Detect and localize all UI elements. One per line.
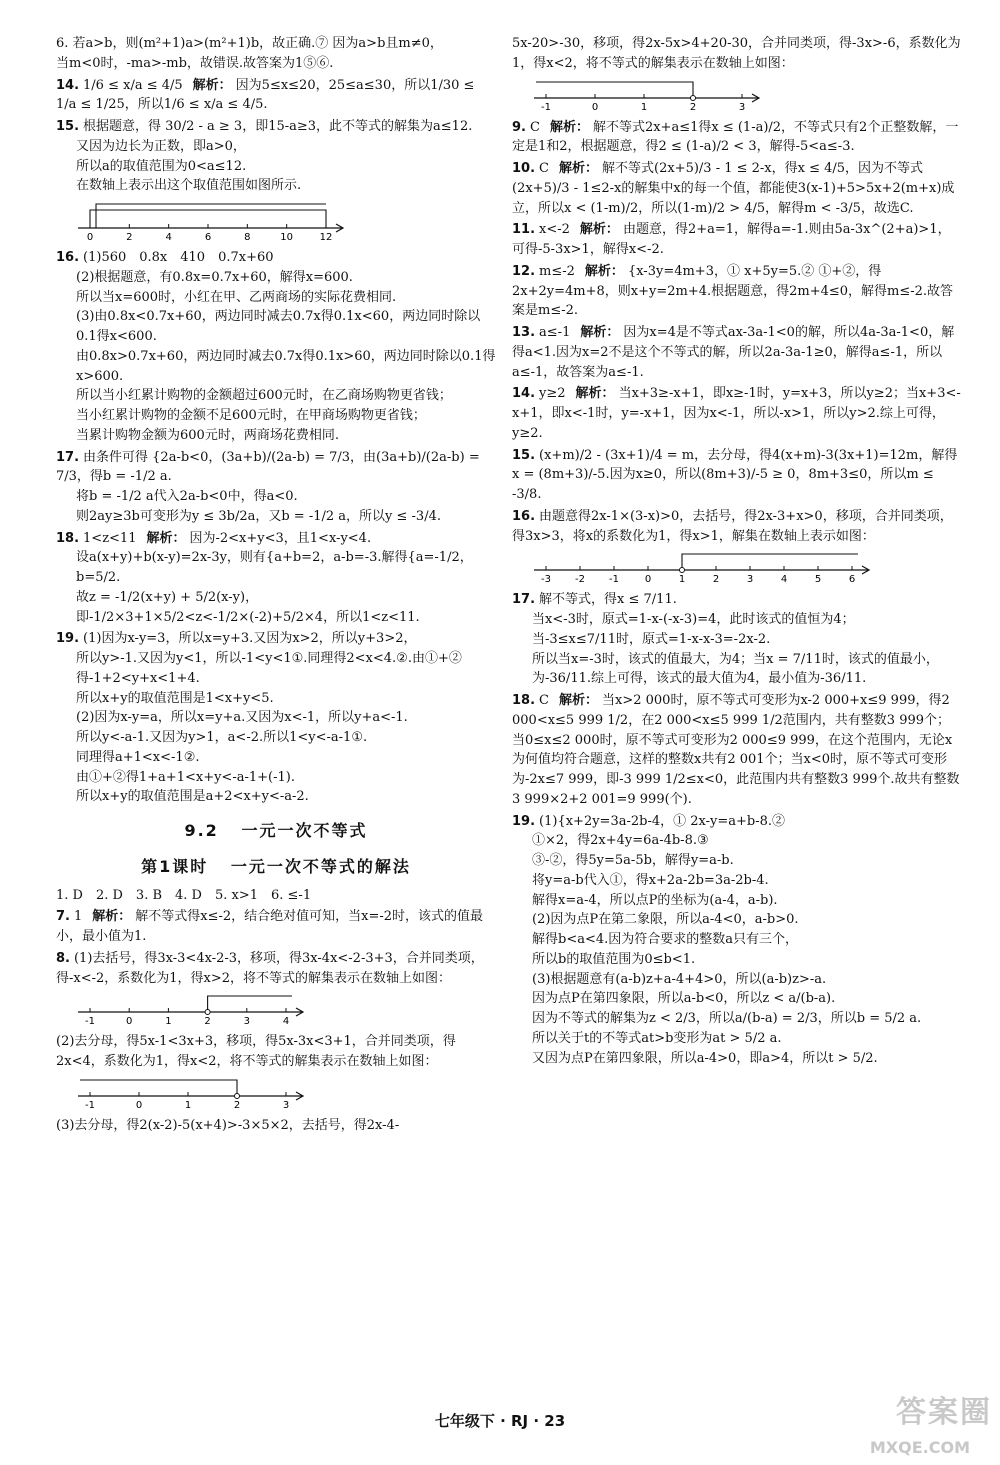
explanation-label: 解析： [584, 263, 624, 279]
section-heading [56, 819, 496, 843]
answer-line [512, 220, 962, 260]
tick-label: 6 [204, 232, 212, 242]
tick-label: -1 [85, 1099, 95, 1110]
answer-value: m≤-2 [539, 263, 575, 279]
answer-block-r12 [512, 262, 962, 321]
answer-text: 当小红累计购物的金额不足600元时，在甲商场购物更省钱； [76, 408, 426, 423]
tick-label: 6 [848, 574, 856, 585]
answer-line [512, 118, 962, 158]
answer-line [512, 851, 962, 871]
answer-line [56, 426, 496, 446]
answer-block-l1 [56, 34, 496, 74]
lesson-label: 第1课时 [141, 857, 209, 877]
question-number: 15. [56, 119, 80, 134]
answer-block-r17 [512, 590, 962, 689]
answer-text: 同理得a+1<x<-1②. [76, 749, 200, 765]
question-number: 7. [56, 909, 70, 925]
page-footer: 七年级下 · RJ · 23 [434, 1412, 566, 1430]
answer-text: {x-3y=4m+3，① x+5y=5.② ①+②，得2x+2y=4m+8，则x+y=2m+4.根据题意，得2m+4≤0，解得m≤-2.故答案是m≤-2. [512, 263, 954, 319]
answer-line [56, 117, 496, 137]
answer-line [512, 989, 962, 1009]
answer-line [512, 871, 962, 891]
answer-line [512, 262, 962, 321]
answer-line [56, 588, 496, 628]
answer-line [512, 630, 962, 650]
answer-line [56, 448, 496, 488]
answer-text: 所以x+y的取值范围是a+2<x+y<-a-2. [76, 789, 309, 805]
answer-block-r13 [512, 323, 962, 382]
open-point [691, 95, 696, 100]
answer-block-r10 [512, 159, 962, 218]
question-number: 18. [56, 530, 80, 546]
answer-block-l14 [56, 76, 496, 116]
tick-label: 1 [184, 1099, 192, 1110]
answer-text: 当m<0时，-ma>-mb，故错误.故答案为1⑤⑥. [56, 55, 334, 71]
answer-block-r14 [512, 384, 962, 443]
answer-text: 则2ay≥3b可变形为y ≤ 3b/2a，又b = -1/2 a，所以y ≤ -3/4. [76, 508, 441, 524]
tick-label: 3 [746, 574, 754, 585]
answer-text: 又因为边长为正数，即a>0， [76, 138, 246, 154]
answer-text: 根据题意，得 30/2 - a ≥ 3，即15-a≥3，此不等式的解集为a≤12. [83, 119, 473, 134]
answer-text: 所以y<-a-1.又因为y>1，a<-2.所以1<y<-a-1①. [76, 730, 368, 745]
answer-line [512, 34, 962, 74]
question-number: 9. [512, 119, 526, 135]
answer-line [56, 307, 496, 347]
left-column [56, 34, 496, 1138]
question-number: 15. [512, 447, 536, 463]
question-number: 17. [512, 592, 536, 608]
tick-label: 2 [712, 574, 720, 585]
answer-line [512, 650, 962, 690]
solution-bracket [96, 204, 326, 228]
answer-text: 解不等式(2x+5)/3 - 1 ≤ 2-x，得x ≤ 4/5，因为不等式(2x+5)/3 - 1≤2-x的解集中x的每一个值，都能使3(x-1)+5>5x+2(m+x)成立，所以x < (1-m)/2，所以(1-m)/2 > 4/5，解得m < -3/5，故选C. [512, 161, 955, 216]
answer-line [56, 689, 496, 709]
number-line-q15 [76, 200, 346, 242]
answer-block-r1 [512, 34, 962, 74]
explanation-label: 解析： [575, 386, 615, 402]
answer-line [56, 268, 496, 288]
question-number: 12. [512, 263, 536, 279]
tick-label: 0 [135, 1099, 143, 1110]
watermark-logo: 答案圈 [896, 1395, 992, 1430]
answer-text: 6. 若a>b，则(m²+1)a>(m²+1)b，故正确.⑦ 因为a>b且m≠0， [56, 36, 443, 51]
answer-line [56, 649, 496, 689]
answer-text: 解不等式，得x ≤ 7/11. [539, 592, 677, 608]
answer-text: 设a(x+y)+b(x-y)=2x-3y，则有{a+b=2，a-b=-3.解得{a=-1/2，b=5/2. [76, 550, 473, 585]
answer-text: 解得b<a<4.因为符合要求的整数a只有三个， [532, 932, 799, 947]
answer-line [512, 384, 962, 443]
answer-text: (x+m)/2 - (3x+1)/4 = m，去分母，得4(x+m)-3(3x+1)=12m，解得x = (8m+3)/-5.因为x≥0，所以(8m+3)/-5 ≥ 0，8m+3≤0，所以m ≤ -3/8. [512, 447, 958, 502]
answer-value: C [539, 693, 549, 708]
answer-block-r19 [512, 812, 962, 1069]
answer-text: 解不等式得x≤-2，结合绝对值可知，当x=-2时，该式的值最小，最小值为1. [56, 909, 484, 945]
answer-text: 由条件可得 {2a-b<0，(3a+b)/(2a-b) = 7/3，由(3a+b)/(2a-b) = 7/3，得b = -1/2 a. [56, 449, 480, 485]
answer-line [56, 487, 496, 507]
tick-label: -1 [541, 101, 551, 112]
answer-line [512, 1009, 962, 1029]
answer-line [56, 629, 496, 649]
answer-line [512, 159, 962, 218]
answer-text: 由0.8x>0.7x+60，两边同时减去0.7x得0.1x>60，两边同时除以0.1得x>600. [76, 348, 496, 384]
answer-block-m7 [56, 907, 496, 947]
question-number: 17. [56, 449, 80, 465]
answer-text: 因为5≤x≤20，25≤a≤30，所以1/30 ≤ 1/a ≤ 1/25，所以1/6 ≤ x/a ≤ 4/5. [56, 77, 475, 113]
number-line-q16 [532, 550, 872, 584]
answer-line [512, 812, 962, 832]
open-point [205, 1010, 210, 1015]
tick-label: 2 [233, 1099, 241, 1110]
answer-line [56, 728, 496, 748]
tick-label: 4 [282, 1016, 290, 1027]
answer-line [512, 507, 962, 547]
answer-text: 所以a的取值范围为0<a≤12. [76, 158, 247, 174]
answer-text: 由①+②得1+a+1<x+y<-a-1+(-1). [76, 769, 295, 785]
answer-text: 所以当x=600时，小红在甲、乙两商场的实际花费相同. [76, 289, 397, 305]
answer-block-r9 [512, 118, 962, 158]
tick-label: -2 [575, 574, 585, 585]
answer-text: (3)根据题意有(a-b)z+a-4+4>0，所以(a-b)z>-a. [532, 971, 827, 987]
answer-text: 解不等式2x+a≤1得x ≤ (1-a)/2，不等式只有2个正整数解，一定是1和2，根据题意，得2 ≤ (1-a)/2 < 3，解得-5<a≤-3. [512, 119, 959, 155]
answer-line [56, 548, 496, 588]
right-column [512, 34, 962, 1070]
tick-label: 3 [282, 1099, 290, 1110]
answer-text: 在数轴上表示出这个取值范围如图所示. [76, 178, 302, 194]
answer-text: (2)因为x-y=a，所以x=y+a.又因为x<-1，所以y+a<-1. [76, 710, 408, 726]
answer-value: a≤-1 [539, 325, 571, 340]
answer-value: x<-2 [539, 222, 570, 238]
answer-line [56, 949, 496, 989]
question-number: 16. [512, 508, 536, 524]
tick-label: 1 [678, 574, 686, 585]
tick-label: -1 [609, 574, 619, 585]
answer-value: 1 [73, 909, 83, 925]
answer-line [56, 907, 496, 947]
question-number: 18. [512, 693, 536, 708]
answer-line [512, 950, 962, 970]
answer-text: 解得x=a-4，所以点P的坐标为(a-4，a-b). [532, 892, 778, 908]
tick-label: 12 [319, 232, 333, 242]
answer-text: 所以x+y的取值范围是1<x+y<5. [76, 690, 274, 706]
answer-text: 1. D 2. D 3. B 4. D 5. x>1 6. ≤-1 [56, 887, 312, 903]
tick-label: 5 [814, 574, 822, 585]
answer-text: 所以关于t的不等式at>b变形为at > 5/2 a. [532, 1030, 782, 1046]
answer-block-l16 [56, 248, 496, 446]
number-line-q8-1 [76, 992, 306, 1026]
question-number: 19. [512, 813, 536, 829]
tick-label: 3 [243, 1016, 250, 1027]
answer-line [56, 386, 496, 406]
answer-line [56, 787, 496, 807]
answer-text: (2)去分母，得5x-1<3x+3，移项，得5x-3x<3+1，合并同类项，得2x<4，系数化为1，得x<2，将不等式的解集表示在数轴上如图： [56, 1034, 456, 1070]
answer-value: C [529, 119, 540, 135]
tick-label: 0 [86, 232, 94, 242]
answer-text: 当x+3≥-x+1，即x≥-1时，y=x+3，所以y≥2；当x+3<-x+1，即x<-1时，y=-x+1，因为x<-1，所以-x>1，所以y>2.综上可得，y≥2. [512, 386, 961, 441]
number-line-q8-2 [76, 1076, 306, 1110]
answer-line [512, 891, 962, 911]
answer-text: ①×2，得2x+4y=6a-4b-8.③ [532, 833, 709, 849]
answer-text: (3)去分母，得2(x-2)-5(x+4)>-3×5×2，去括号，得2x-4- [56, 1117, 400, 1133]
answer-line [56, 708, 496, 728]
tick-label: 2 [126, 232, 133, 242]
tick-label: 2 [689, 101, 697, 112]
answer-text: 当x>2 000时，原不等式可变形为x-2 000+x≤9 999，得2 000<x≤5 999 1/2，在2 000<x≤5 999 1/2范围内，共有整数3 999个；当0≤x≤2 000时，原不等式可变形为2 000≤9 999，在这个范围内，无论x为何值均符合题意，这样的整数x共有2 001个；当x<0时，原不等式可变形为-2x≤7 999，即-3 999 1/2≤x<0，此范围内共有整数3 999个.故共有整数3 999×2+2 001=9 999(个). [512, 693, 960, 807]
tick-label: 4 [165, 232, 172, 242]
explanation-label: 解析： [579, 222, 619, 238]
answer-text: 由题意，得2+a=1，解得a=-1.则由5a-3x^(2+a)>1，可得-5-3x>1，解得x<-2. [512, 222, 951, 257]
answer-block-l19 [56, 629, 496, 807]
answer-text: 5x-20>-30，移项，得2x-5x>4+20-30，合并同类项，得-3x>-6，系数化为1，得x<2，将不等式的解集表示在数轴上如图： [512, 36, 961, 71]
answer-block-m8c [56, 1116, 496, 1136]
answer-text: ③-②，得5y=5a-5b，解得y=a-b. [532, 853, 734, 868]
answer-text: (2)根据题意，有0.8x=0.7x+60，解得x=600. [76, 269, 353, 285]
answer-text: (2)因为点P在第二象限，所以a-4<0，a-b>0. [532, 912, 799, 928]
solution-bracket [682, 554, 858, 570]
lesson-title: 一元一次不等式的解法 [230, 857, 411, 877]
tick-label: 1 [640, 101, 648, 112]
answer-line [512, 1049, 962, 1069]
solution-bracket [208, 996, 292, 1012]
answer-line [512, 610, 962, 630]
answer-value: C [539, 161, 549, 176]
answer-line [512, 930, 962, 950]
tick-label: -1 [85, 1016, 95, 1027]
answer-line [56, 54, 496, 74]
answer-line [56, 1116, 496, 1136]
answer-text: 当累计购物金额为600元时，两商场花费相同. [76, 427, 339, 443]
answer-text: 所以当小红累计购物的金额超过600元时，在乙商场购物更省钱； [76, 388, 452, 404]
answer-line [512, 446, 962, 505]
answer-line [56, 507, 496, 527]
answer-line [56, 76, 496, 116]
tick-label: 2 [204, 1016, 211, 1027]
tick-label: 8 [244, 232, 251, 242]
answer-text: 当-3≤x≤7/11时，原式=1-x-x-3=-2x-2. [532, 631, 771, 647]
answer-line [56, 529, 496, 549]
answer-block-r11 [512, 220, 962, 260]
answer-text: (1)因为x-y=3，所以x=y+3.又因为x>2，所以y+3>2， [83, 631, 417, 647]
explanation-label: 解析： [558, 693, 598, 708]
answer-text: 故z = -1/2(x+y) + 5/2(x-y)，即-1/2×3+1×5/2<z<-1/2×(-2)+5/2×4，所以1<z<11. [76, 589, 420, 625]
answer-line [56, 748, 496, 768]
answer-text: 因为x=4是不等式ax-3a-1<0的解，所以4a-3a-1<0，解得a<1.因为x=2不是这个不等式的解，所以2a-3a-1≥0，解得a≤-1，所以a≤-1，故答案为a≤-1. [512, 325, 955, 380]
tick-label: -3 [541, 574, 551, 585]
answer-line [56, 176, 496, 196]
answer-block-m1 [56, 886, 496, 906]
tick-label: 10 [280, 232, 294, 242]
answer-line [512, 323, 962, 382]
solution-bracket [80, 1080, 237, 1096]
answer-block-l17 [56, 448, 496, 527]
answer-value: 1/6 ≤ x/a ≤ 4/5 [83, 77, 183, 93]
section-number: 9.2 [184, 821, 219, 840]
answer-line [56, 248, 496, 268]
answer-line [56, 347, 496, 387]
answer-text: (1)去括号，得3x-3<4x-2-3，移项，得3x-4x<-2-3+3，合并同类项，得-x<-2，系数化为1，得x>2，将不等式的解集表示在数轴上如图： [56, 950, 484, 986]
question-number: 10. [512, 161, 536, 176]
question-number: 8. [56, 950, 70, 966]
answer-line [56, 34, 496, 54]
answer-line [56, 1032, 496, 1072]
answer-text: 由题意得2x-1×(3-x)>0，去括号，得2x-3+x>0，移项，合并同类项，得3x>3，将x的系数化为1，得x>1，解集在数轴上表示如图： [512, 508, 953, 544]
answer-text: 当x<-3时，原式=1-x-(-x-3)=4，此时该式的值恒为4； [532, 612, 855, 627]
section-title: 一元一次不等式 [241, 821, 368, 840]
tick-label: 0 [126, 1016, 133, 1027]
answer-text: 因为-2<x+y<3，且1<x-y<4. [189, 530, 372, 546]
answer-block-m8b [56, 1032, 496, 1072]
answer-text: 所以b的取值范围为0≤b<1. [532, 951, 696, 967]
tick-label: 4 [780, 574, 788, 585]
open-point [235, 1093, 240, 1098]
answer-line [512, 1029, 962, 1049]
answer-line [56, 157, 496, 177]
answer-block-l15 [56, 117, 496, 196]
watermark-url: MXQE.COM [869, 1438, 970, 1457]
question-number: 19. [56, 631, 80, 647]
number-line-q8-3 [532, 78, 762, 112]
tick-label: 1 [165, 1016, 172, 1027]
explanation-label: 解析： [549, 119, 589, 135]
answer-line [512, 910, 962, 930]
question-number: 11. [512, 222, 536, 238]
question-number: 16. [56, 250, 80, 265]
answer-value: y≥2 [539, 386, 566, 402]
answer-text: 将b = -1/2 a代入2a-b<0中，得a<0. [76, 489, 298, 504]
answer-line [56, 406, 496, 426]
answer-block-r18 [512, 691, 962, 810]
answer-text: 将y=a-b代入①，得x+2a-2b=3a-2b-4. [532, 872, 769, 888]
question-number: 14. [56, 77, 80, 93]
answer-text: 因为点P在第四象限，所以a-b<0，所以z < a/(b-a). [532, 991, 836, 1007]
explanation-label: 解析： [558, 161, 598, 176]
tick-label: 0 [591, 101, 599, 112]
question-number: 14. [512, 386, 536, 402]
lesson-heading [56, 855, 496, 879]
answer-line [512, 590, 962, 610]
answer-text: 因为不等式的解集为z < 2/3，所以a/(b-a) = 2/3，所以b = 5/2 a. [532, 1011, 922, 1026]
explanation-label: 解析： [92, 909, 132, 925]
answer-text: (3)由0.8x<0.7x+60，两边同时减去0.7x得0.1x<60，两边同时除以0.1得x<600. [76, 309, 481, 344]
answer-block-r16 [512, 507, 962, 547]
answer-line [56, 288, 496, 308]
explanation-label: 解析： [146, 530, 186, 546]
answer-value: 1<z<11 [83, 530, 137, 546]
answer-text: 又因为点P在第四象限，所以a-4>0，即a>4，所以t > 5/2. [532, 1050, 878, 1066]
answer-line [512, 831, 962, 851]
answer-text: 所以当x=-3时，该式的值最大，为4；当x = 7/11时，该式的值最小，为-36/11.综上可得，该式的最大值为4，最小值为-36/11. [532, 651, 939, 687]
answer-text: (1)560 0.8x 410 0.7x+60 [83, 250, 274, 265]
question-number: 13. [512, 325, 536, 340]
answer-block-l18 [56, 529, 496, 628]
explanation-label: 解析： [192, 77, 232, 93]
tick-label: 3 [738, 101, 746, 112]
answer-block-r15 [512, 446, 962, 505]
answer-line [512, 691, 962, 810]
answer-text: (1){x+2y=3a-2b-4，① 2x-y=a+b-8.② [539, 813, 786, 829]
answer-line [512, 970, 962, 990]
answer-block-m8 [56, 949, 496, 989]
solution-bracket [536, 82, 693, 98]
explanation-label: 解析： [580, 325, 620, 340]
answer-line [56, 886, 496, 906]
tick-label: 0 [644, 574, 652, 585]
answer-line [56, 768, 496, 788]
answer-text: 所以y>-1.又因为y<1，所以-1<y<1①.同理得2<x<4.②.由①+②得-1+2<y+x<1+4. [76, 651, 462, 686]
answer-line [56, 137, 496, 157]
open-point [680, 568, 685, 573]
